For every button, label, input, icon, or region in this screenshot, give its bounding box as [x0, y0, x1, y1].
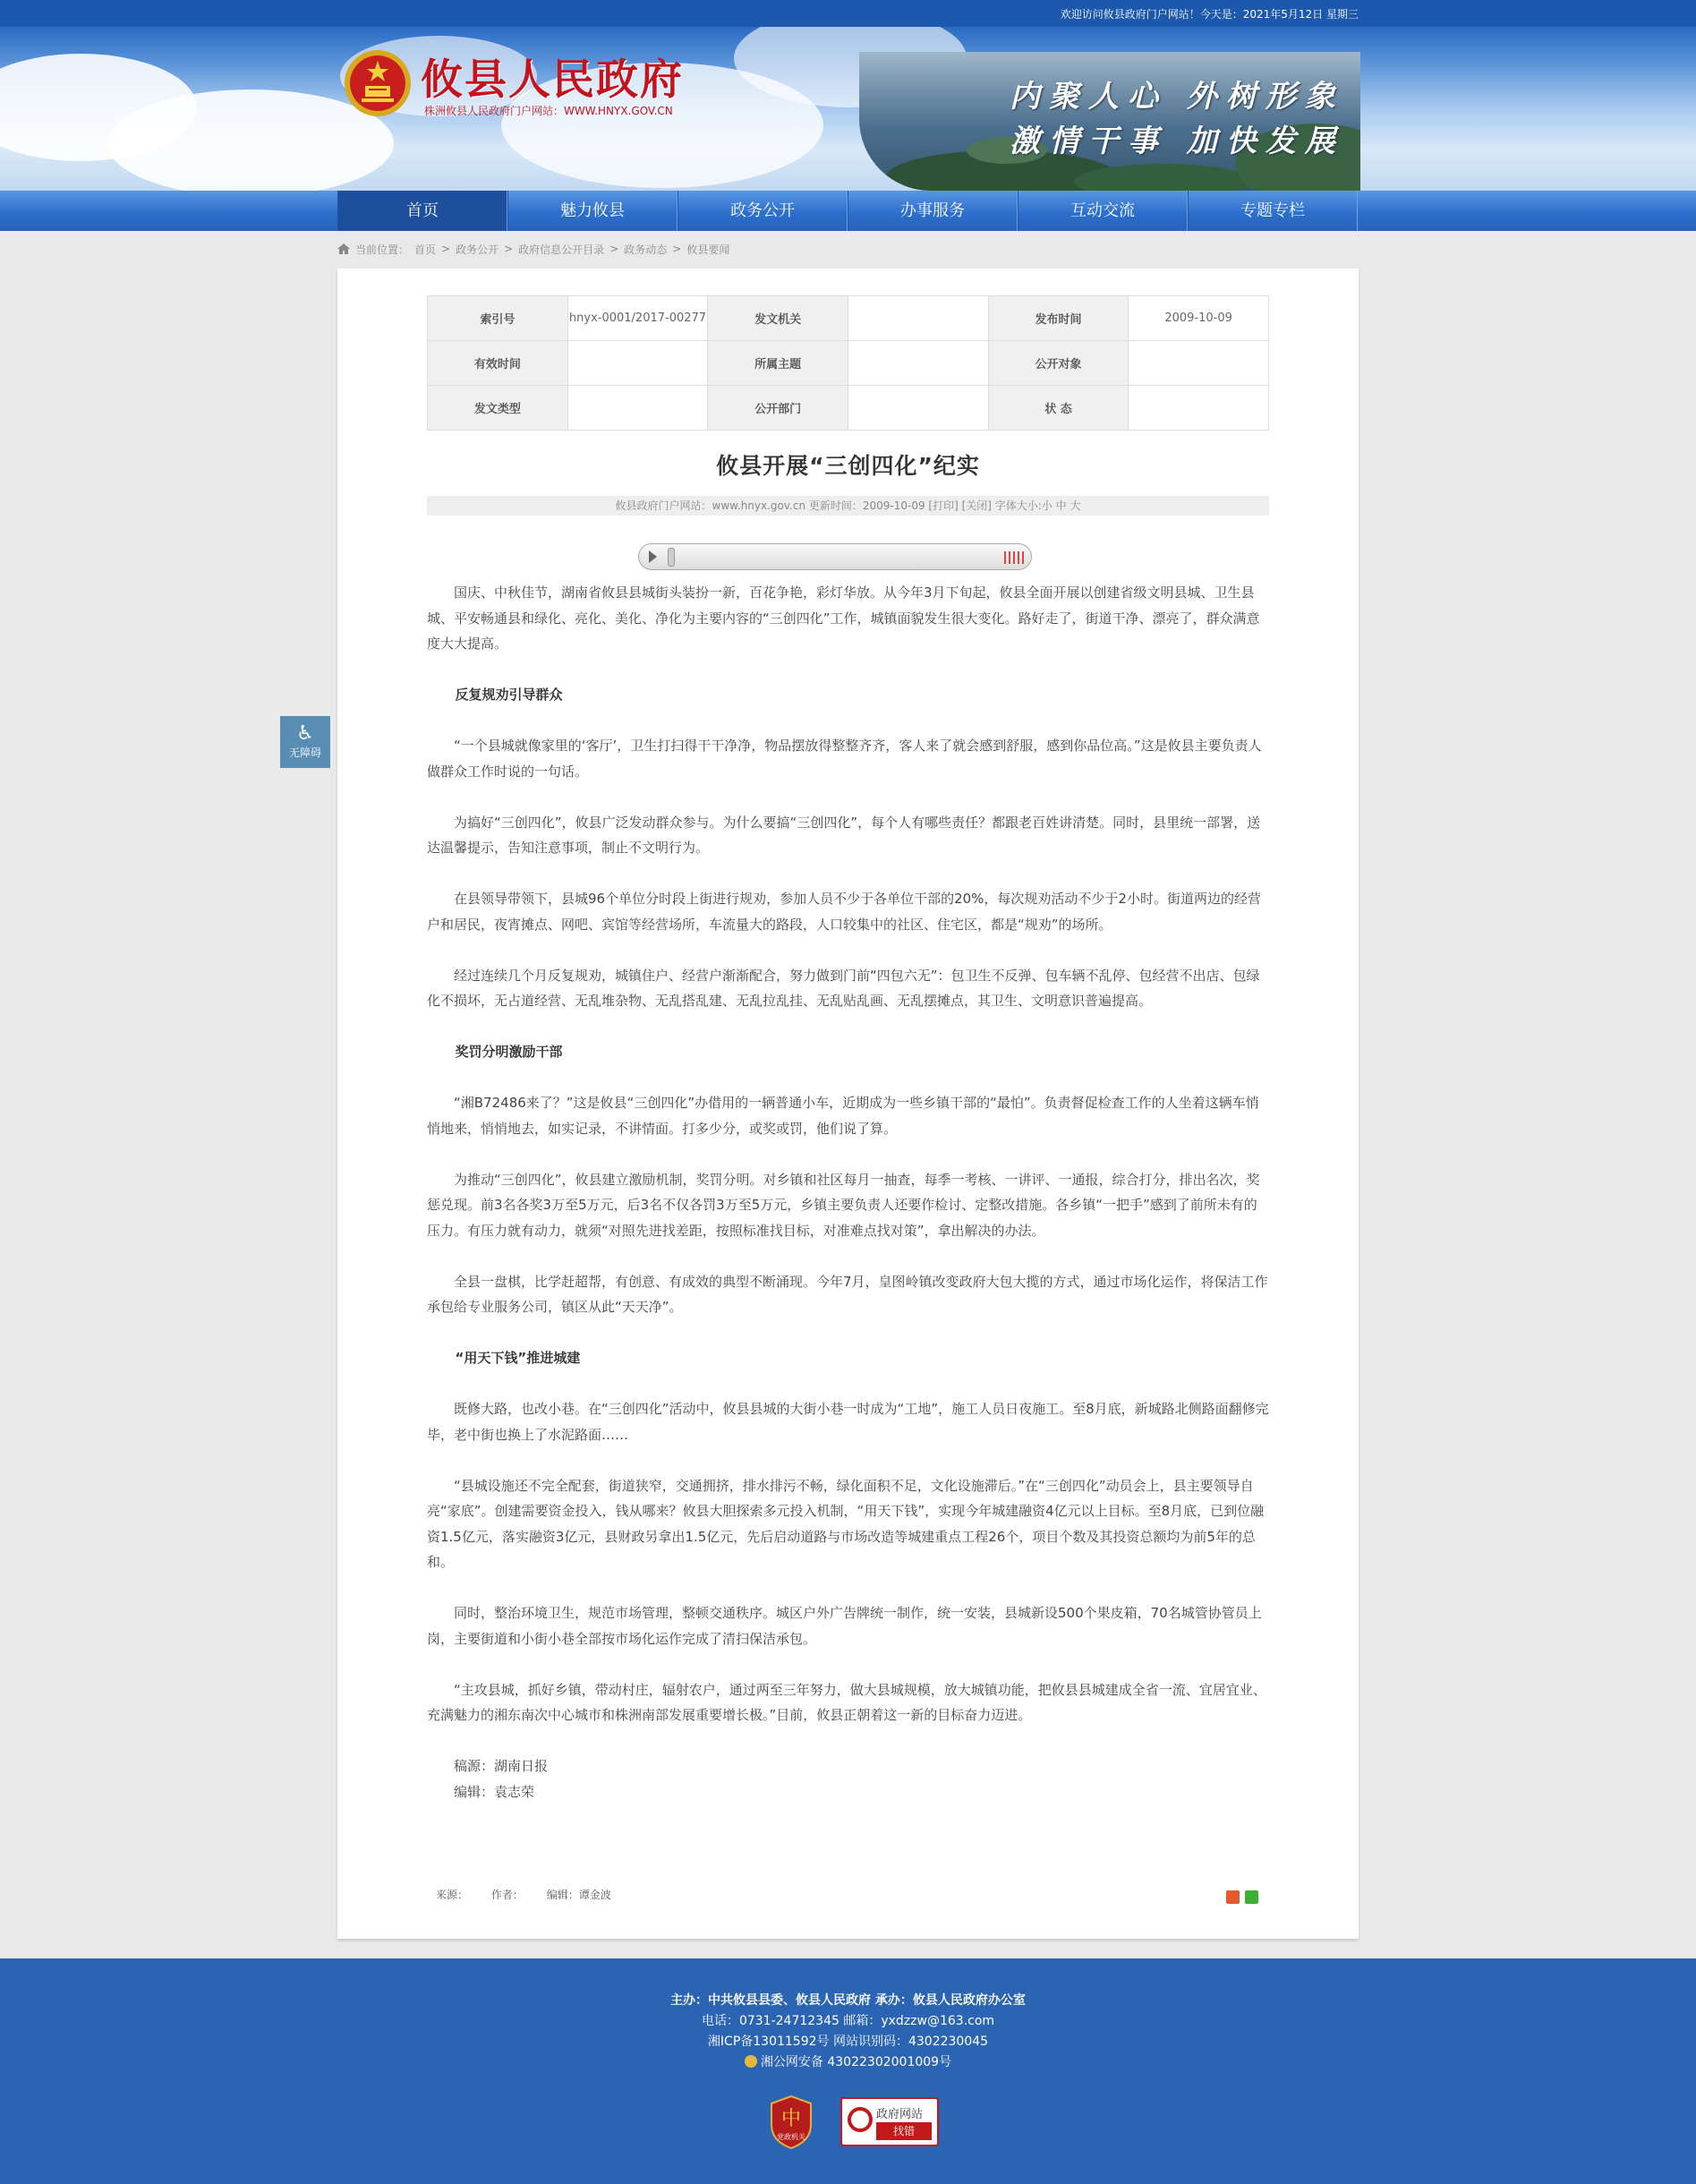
article-title: 攸县开展“三创四化”纪实	[716, 453, 980, 479]
article-footer-meta	[436, 1887, 631, 1902]
svg-text:党政机关: 党政机关	[777, 2133, 805, 2141]
audio-player[interactable]	[638, 543, 1032, 570]
nav-item-interaction[interactable]: 互动交流	[1018, 191, 1188, 231]
weibo-share-icon[interactable]	[1226, 1890, 1240, 1904]
main-nav	[0, 191, 1696, 231]
home-icon	[337, 243, 350, 254]
site-title[interactable]: 攸县人民政府	[421, 55, 684, 105]
meta-row	[428, 296, 1269, 341]
nav-item-gov-affairs[interactable]: 政务公开	[678, 191, 848, 231]
meta-value	[848, 341, 988, 386]
meta-value: hnyx-0001/2017-00277	[567, 296, 708, 341]
police-badge-icon	[745, 2055, 757, 2068]
breadcrumb-gov-news[interactable]: 政务动态	[624, 243, 668, 256]
magnifier-icon	[848, 2107, 873, 2132]
section-heading: “用天下钱”推进城建	[455, 1350, 581, 1366]
badge-find-title: 政府网站	[876, 2108, 924, 2121]
author-label: 作者：	[490, 1889, 524, 1901]
volume-icon[interactable]	[1004, 551, 1026, 564]
meta-key: 状 态	[988, 386, 1129, 431]
source-label: 来源：	[436, 1889, 469, 1901]
article-paragraph: 同时，整治环境卫生，规范市场管理，整顿交通秩序。城区户外广告牌统一制作，统一安装，县城新设500个果皮箱，70名城管协管员上岗，主要街道和小街小巷全部按市场化运作完成了清扫保洁承包。	[427, 1605, 1262, 1647]
meta-key: 发文机关	[708, 296, 848, 341]
article-paragraph: “主攻县城，抓好乡镇，带动村庄，辐射农户，通过两至三年努力，做大县城规模，放大城镇功能，把攸县县城建成全省一流、宜居宜业、充满魅力的湘东南次中心城市和株洲南部发展重要增长极。”目前，攸县正朝着这一新的目标奋力迈进。	[427, 1681, 1266, 1723]
breadcrumb-home[interactable]: 首页	[414, 243, 437, 256]
meta-value	[567, 386, 708, 431]
meta-key: 公开对象	[988, 341, 1129, 386]
breadcrumb-gov-affairs[interactable]: 政务公开	[456, 243, 499, 256]
national-emblem-icon	[343, 48, 413, 118]
footer-icp[interactable]: 湘ICP备13011592号 网站识别码：4302230045	[707, 2035, 989, 2049]
slogan-line-2: 激情干事 加快发展	[1010, 124, 1344, 159]
footer-contact: 电话：0731-24712345 邮箱：yxdzzw@163.com	[701, 2014, 995, 2028]
meta-value	[1129, 386, 1269, 431]
progress-slider[interactable]	[668, 548, 675, 567]
article-paragraph: 国庆、中秋佳节，湖南省攸县县城街头装扮一新，百花争艳，彩灯华放。从今年3月下旬起，攸县全面开展以创建省级文明县城、卫生县城、平安畅通县和绿化、亮化、美化、净化为主要内容的“三创四化”工作，城镇面貌发生很大变化。路好走了，街道干净、漂亮了，群众满意度大大提高。	[427, 584, 1260, 652]
article-info-bar: 攸县政府门户网站：www.hnyx.gov.cn 更新时间：2009-10-09 [打印] [关闭] 字体大小:小 中 大	[427, 496, 1269, 516]
footer-police-record[interactable]: 湘公网安备 43022302001009号	[0, 2052, 1696, 2070]
accessibility-button[interactable]	[280, 716, 330, 768]
meta-value	[567, 341, 708, 386]
article-paragraph: 既修大路，也改小巷。在“三创四化”活动中，攸县县城的大街小巷一时成为“工地”，施工人员日夜施工。至8月底，新城路北侧路面翻修完毕，老中街也换上了水泥路面……	[427, 1401, 1269, 1443]
meta-key: 公开部门	[708, 386, 848, 431]
nav-item-topics[interactable]: 专题专栏	[1188, 191, 1358, 231]
article-paragraph: “湘B72486来了？”这是攸县“三创四化”办借用的一辆普通小车，近期成为一些乡镇干部的“最怕”。负责督促检查工作的人坐着这辆车悄悄地来，悄悄地去，如实记录，不讲情面。打多少分，或奖或罚，他们说了算。	[427, 1095, 1259, 1137]
party-gov-badge[interactable]	[768, 2094, 814, 2150]
section-heading: 奖罚分明激励干部	[455, 1044, 563, 1060]
meta-row	[428, 386, 1269, 431]
meta-key: 有效时间	[428, 341, 568, 386]
article-card	[337, 269, 1359, 1939]
breadcrumb-separator: >	[609, 243, 619, 255]
article-paragraph: 全县一盘棋，比学赶超帮，有创意、有成效的典型不断涌现。今年7月，皇图岭镇改变政府大包大揽的方式，通过市场化运作，将保洁工作承包给专业服务公司，镇区从此“天天净”。	[427, 1273, 1268, 1315]
section-heading: 反复规劝引导群众	[455, 687, 563, 703]
article-paragraph: “县城设施还不完全配套，街道狭窄，交通拥挤，排水排污不畅，绿化面积不足，文化设施滞后。”在“三创四化”动员会上，县主要领导自亮“家底”。创建需要资金投入，钱从哪来？攸县大胆探索多元投入机制，“用天下钱”，实现今年城建融资4亿元以上目标。至8月底，已到位融资1.5亿元，落实融资3亿元，县财政另拿出1.5亿元，先后启动道路与市场改造等城建重点工程26个，项目个数及其投资总额均为前5年的总和。	[427, 1477, 1265, 1570]
share-buttons	[1226, 1890, 1258, 1904]
top-bar	[0, 0, 1696, 27]
breadcrumb-separator: >	[504, 243, 514, 255]
wechat-share-icon[interactable]	[1245, 1890, 1258, 1904]
editor-label: 编辑：谭金波	[546, 1889, 611, 1901]
meta-value: 2009-10-09	[1129, 296, 1269, 341]
article-paragraph: 为推动“三创四化”，攸县建立激励机制，奖罚分明。对乡镇和社区每月一抽查，每季一考核、一讲评、一通报，综合打分，排出名次，奖惩兑现。前3名各奖3万至5万元，后3名不仅各罚3万至5万元，乡镇主要负责人还要作检讨、定整改措施。各乡镇“一把手”感到了前所未有的压力。有压力就有动力，就须“对照先进找差距，按照标准找目标，对准难点找对策”，拿出解决的办法。	[427, 1171, 1260, 1239]
slogan-line-1: 内聚人心 外树形象	[1010, 79, 1344, 115]
meta-value	[848, 296, 988, 341]
article-paragraph: 为搞好“三创四化”，攸县广泛发动群众参与。为什么要搞“三创四化”，每个人有哪些责任？都跟老百姓讲清楚。同时，县里统一部署，送达温馨提示，告知注意事项，制止不文明行为。	[427, 814, 1261, 856]
meta-value	[1129, 341, 1269, 386]
breadcrumb-separator: >	[441, 243, 451, 255]
nav-item-charm[interactable]: 魅力攸县	[507, 191, 678, 231]
header-banner	[0, 27, 1696, 191]
breadcrumb	[337, 240, 729, 258]
nav-item-services[interactable]: 办事服务	[848, 191, 1018, 231]
meta-key: 所属主题	[708, 341, 848, 386]
meta-key: 索引号	[428, 296, 568, 341]
document-meta-table	[427, 295, 1269, 431]
article-paragraph: “一个县城就像家里的‘客厅’，卫生打扫得干干净净，物品摆放得整整齐齐，客人来了就会感到舒服，感到你品位高。”这是攸县主要负责人做群众工作时说的一句话。	[427, 738, 1262, 780]
welcome-text: 欢迎访问攸县政府门户网站！今天是：2021年5月12日 星期三	[1060, 8, 1359, 21]
breadcrumb-prefix: 当前位置：	[355, 243, 410, 256]
source-line: 编辑：袁志荣	[454, 1783, 535, 1800]
badge-find-action: 找错	[876, 2122, 932, 2140]
breadcrumb-county-news[interactable]: 攸县要闻	[686, 243, 730, 256]
article-paragraph: 经过连续几个月反复规劝，城镇住户、经营户渐渐配合，努力做到门前“四包六无”：包卫生不反弹、包车辆不乱停、包经营不出店、包绿化不损坏，无占道经营、无乱堆杂物、无乱搭乱建、无乱拉乱挂、无乱贴乱画、无乱摆摊点，其卫生、文明意识普遍提高。	[427, 967, 1260, 1009]
footer-sponsor: 主办：中共攸县县委、攸县人民政府 承办：攸县人民政府办公室	[670, 1993, 1026, 2008]
wheelchair-icon: ♿	[296, 722, 314, 745]
article-paragraph: 在县领导带领下，县城96个单位分时段上街进行规劝，参加人员不少于各单位干部的20%，每次规劝活动不少于2小时。街道两边的经营户和居民，夜宵摊点、网吧、宾馆等经营场所，车流量大的路段，人口较集中的社区、住宅区，都是“规劝”的场所。	[427, 891, 1261, 933]
site-subtitle: 株洲攸县人民政府门户网站：WWW.HNYX.GOV.CN	[424, 105, 673, 117]
play-icon[interactable]	[649, 550, 657, 563]
meta-value	[848, 386, 988, 431]
svg-text:中: 中	[780, 2108, 802, 2130]
gov-site-error-report-badge[interactable]	[840, 2097, 939, 2146]
nav-item-home[interactable]: 首页	[337, 191, 507, 231]
breadcrumb-separator: >	[672, 243, 682, 255]
meta-key: 发布时间	[988, 296, 1129, 341]
source-line: 稿源：湖南日报	[454, 1758, 549, 1774]
meta-key: 发文类型	[428, 386, 568, 431]
meta-row	[428, 341, 1269, 386]
site-footer	[0, 1958, 1696, 2184]
accessibility-label: 无障碍	[288, 746, 321, 759]
breadcrumb-info-catalog[interactable]: 政府信息公开目录	[518, 243, 605, 256]
article-body	[427, 580, 1269, 1804]
